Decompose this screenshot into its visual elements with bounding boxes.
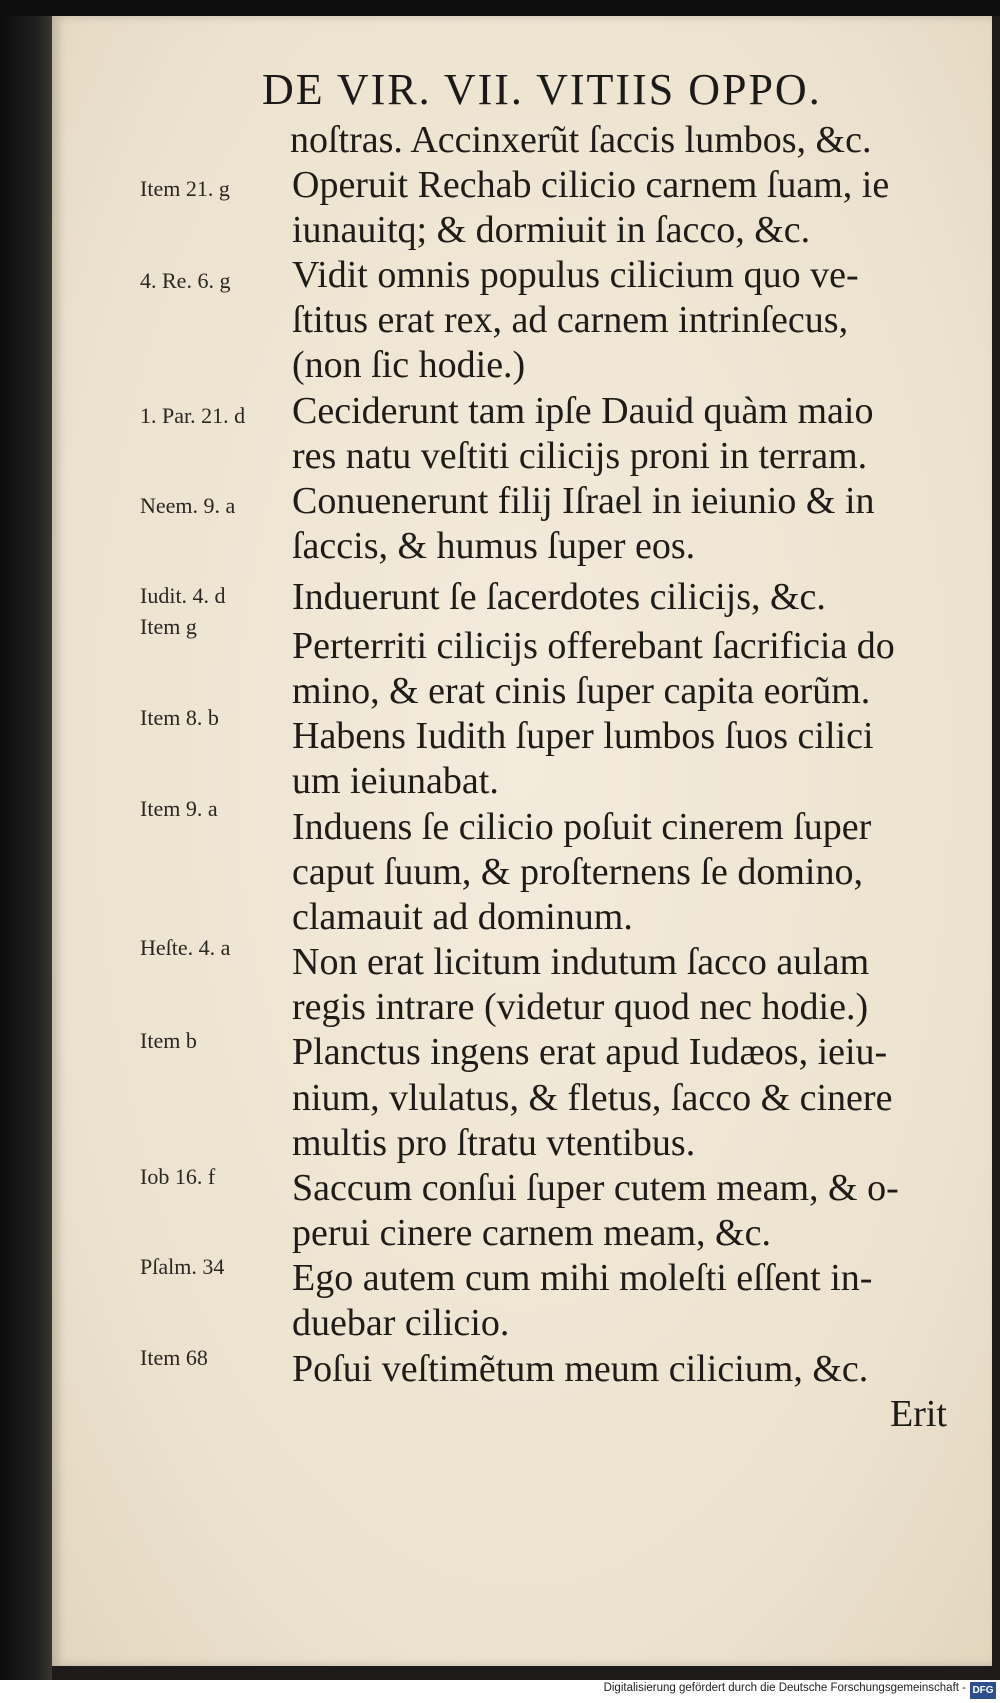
margin-note: Item 21. g bbox=[140, 176, 230, 201]
margin-note: Neem. 9. a bbox=[140, 493, 236, 518]
text-line: Saccum conſui ſuper cutem meam, & o- bbox=[292, 1167, 899, 1209]
margin-note: Item 68 bbox=[140, 1345, 208, 1370]
text-line: Non erat licitum indutum ſacco aulam bbox=[292, 941, 870, 983]
text-line: Perterriti cilicijs offerebant ſacrificia do bbox=[292, 625, 895, 667]
text-line: um ieiunabat. bbox=[292, 760, 499, 802]
text-line: ſaccis, & humus ſuper eos. bbox=[292, 525, 696, 567]
text-line: ſtitus erat rex, ad carnem intrinſecus, bbox=[292, 299, 849, 341]
margin-note: Item 9. a bbox=[140, 796, 218, 821]
text-line: Poſui veſtimẽtum meum cilicium, &c. bbox=[292, 1348, 869, 1390]
text-line: Operuit Rechab cilicio carnem ſuam, ie bbox=[292, 164, 890, 206]
margin-note: Iudit. 4. d bbox=[140, 583, 226, 608]
text-line: multis pro ſtratu vtentibus. bbox=[292, 1122, 696, 1164]
dfg-logo: DFG bbox=[970, 1682, 996, 1699]
text-line: perui cinere carnem meam, &c. bbox=[292, 1212, 771, 1254]
text-line: Ceciderunt tam ipſe Dauid quàm maio bbox=[292, 390, 874, 432]
text-line: Induerunt ſe ſacerdotes cilicijs, &c. bbox=[292, 576, 826, 618]
running-head: DE VIR. VII. VITIIS OPPO. bbox=[262, 65, 822, 114]
margin-note: Heſte. 4. a bbox=[140, 935, 231, 960]
text-line: duebar cilicio. bbox=[292, 1302, 510, 1344]
text-line: noſtras. Accinxerũt ſaccis lumbos, &c. bbox=[290, 119, 872, 161]
text-line: Planctus ingens erat apud Iudæos, ieiu- bbox=[292, 1031, 888, 1073]
digitization-footer bbox=[0, 1680, 1000, 1703]
text-line: res natu veſtiti cilicijs proni in terram. bbox=[292, 435, 868, 477]
text-line: Vidit omnis populus cilicium quo ve- bbox=[292, 254, 859, 296]
catchword: Erit bbox=[890, 1393, 947, 1435]
scan-top-edge bbox=[0, 0, 1000, 16]
text-line: Induens ſe cilicio poſuit cinerem ſuper bbox=[292, 806, 872, 848]
text-line: (non ſic hodie.) bbox=[292, 344, 526, 386]
margin-note: 4. Re. 6. g bbox=[140, 268, 231, 293]
funding-credit: Digitalisierung gefördert durch die Deutsche Forschungsgemeinschaft - bbox=[603, 1682, 966, 1694]
text-line: caput ſuum, & proſternens ſe domino, bbox=[292, 851, 863, 893]
text-line: iunauitq; & dormiuit in ſacco, &c. bbox=[292, 209, 811, 251]
margin-note: Iob 16. f bbox=[140, 1164, 216, 1189]
text-line: Habens Iudith ſuper lumbos ſuos cilici bbox=[292, 715, 874, 757]
book-binding-edge bbox=[0, 0, 52, 1703]
margin-note: Item b bbox=[140, 1028, 197, 1053]
text-line: Ego autem cum mihi moleſti eſſent in- bbox=[292, 1257, 873, 1299]
text-line: Conuenerunt filij Iſrael in ieiunio & in bbox=[292, 480, 875, 522]
text-line: nium, vlulatus, & fletus, ſacco & cinere bbox=[292, 1077, 893, 1119]
text-line: regis intrare (videtur quod nec hodie.) bbox=[292, 986, 869, 1028]
margin-note: Item 8. b bbox=[140, 705, 219, 730]
text-line: mino, & erat cinis ſuper capita eorũm. bbox=[292, 670, 871, 712]
text-line: clamauit ad dominum. bbox=[292, 896, 633, 938]
margin-note: 1. Par. 21. d bbox=[140, 403, 246, 428]
margin-note: Pſalm. 34 bbox=[140, 1254, 225, 1279]
margin-note: Item g bbox=[140, 614, 197, 639]
